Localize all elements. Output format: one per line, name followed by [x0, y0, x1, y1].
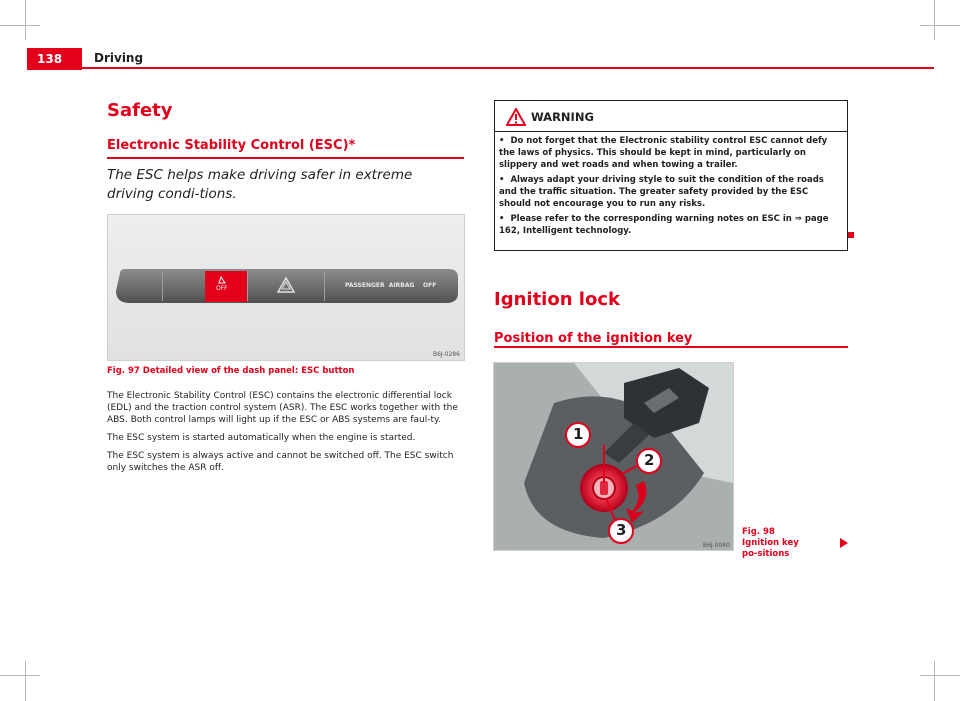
body-text	[107, 390, 462, 480]
crop-mark	[25, 661, 26, 701]
section-title: Ignition lock	[494, 289, 620, 310]
crop-mark	[0, 25, 40, 26]
warning-item: • Please refer to the corresponding warning notes on ESC in ⇒ page 162, Intelligent technology.	[499, 214, 829, 236]
ignition-figure	[493, 362, 734, 551]
airbag-off-label: OFF	[423, 282, 437, 289]
intro-text: The ESC helps make driving safer in extreme driving condi-tions.	[107, 167, 413, 202]
section-end-mark	[848, 232, 854, 238]
warning-title: WARNING	[531, 110, 594, 124]
header-rule	[82, 67, 934, 69]
paragraph: The Electronic Stability Control (ESC) contains the electronic differential lock (EDL) and the traction control system (ASR). The ESC works together with the ABS. Both control lamps will light up if the ESC or ABS systems are faul-ty.	[107, 391, 458, 425]
paragraph: The ESC system is always active and cannot be switched off. The ESC switch only switches the ASR off.	[107, 451, 454, 473]
figure-code: B6J-0286	[433, 351, 460, 358]
crop-mark	[920, 25, 960, 26]
page-number: 138	[27, 48, 82, 70]
running-header: Driving	[94, 51, 144, 65]
figure-code: B6J-0040	[703, 542, 730, 549]
crop-mark	[934, 661, 935, 701]
subsection-title: Position of the ignition key	[494, 331, 693, 346]
ignition-lock-illustration	[494, 363, 733, 550]
warning-box	[494, 100, 848, 251]
warning-triangle-icon	[506, 108, 526, 126]
warning-header	[495, 101, 847, 132]
crop-mark	[0, 675, 40, 676]
subsection-rule	[107, 157, 464, 159]
section-title: Safety	[107, 100, 173, 121]
figure-caption: Fig. 98 Ignition key po-sitions	[742, 527, 799, 559]
crop-mark	[920, 675, 960, 676]
passenger-airbag-label: PASSENGER AIRBAG	[345, 282, 415, 289]
crop-mark	[934, 0, 935, 40]
figure-caption: Fig. 97 Detailed view of the dash panel: ESC button	[107, 366, 355, 376]
esc-figure	[107, 214, 465, 361]
marker-3: 3	[616, 521, 627, 539]
warning-item: • Always adapt your driving style to suit the condition of the roads and the traffic situation. The greater safety provided by the ESC should not encourage you to run any risks.	[499, 175, 824, 209]
warning-list	[495, 132, 847, 237]
subsection-title: Electronic Stability Control (ESC)*	[107, 138, 356, 153]
marker-1: 1	[573, 425, 584, 443]
paragraph: The ESC system is started automatically when the engine is started.	[107, 433, 416, 443]
marker-2: 2	[644, 451, 655, 469]
esc-off-label: OFF	[216, 285, 228, 292]
warning-item: • Do not forget that the Electronic stability control ESC cannot defy the laws of physics. This should be kept in mind, particularly on slippery and wet roads and when towing a trailer.	[499, 136, 828, 170]
subsection-rule	[494, 346, 848, 348]
continued-arrow-icon	[840, 538, 848, 548]
crop-mark	[25, 0, 26, 40]
